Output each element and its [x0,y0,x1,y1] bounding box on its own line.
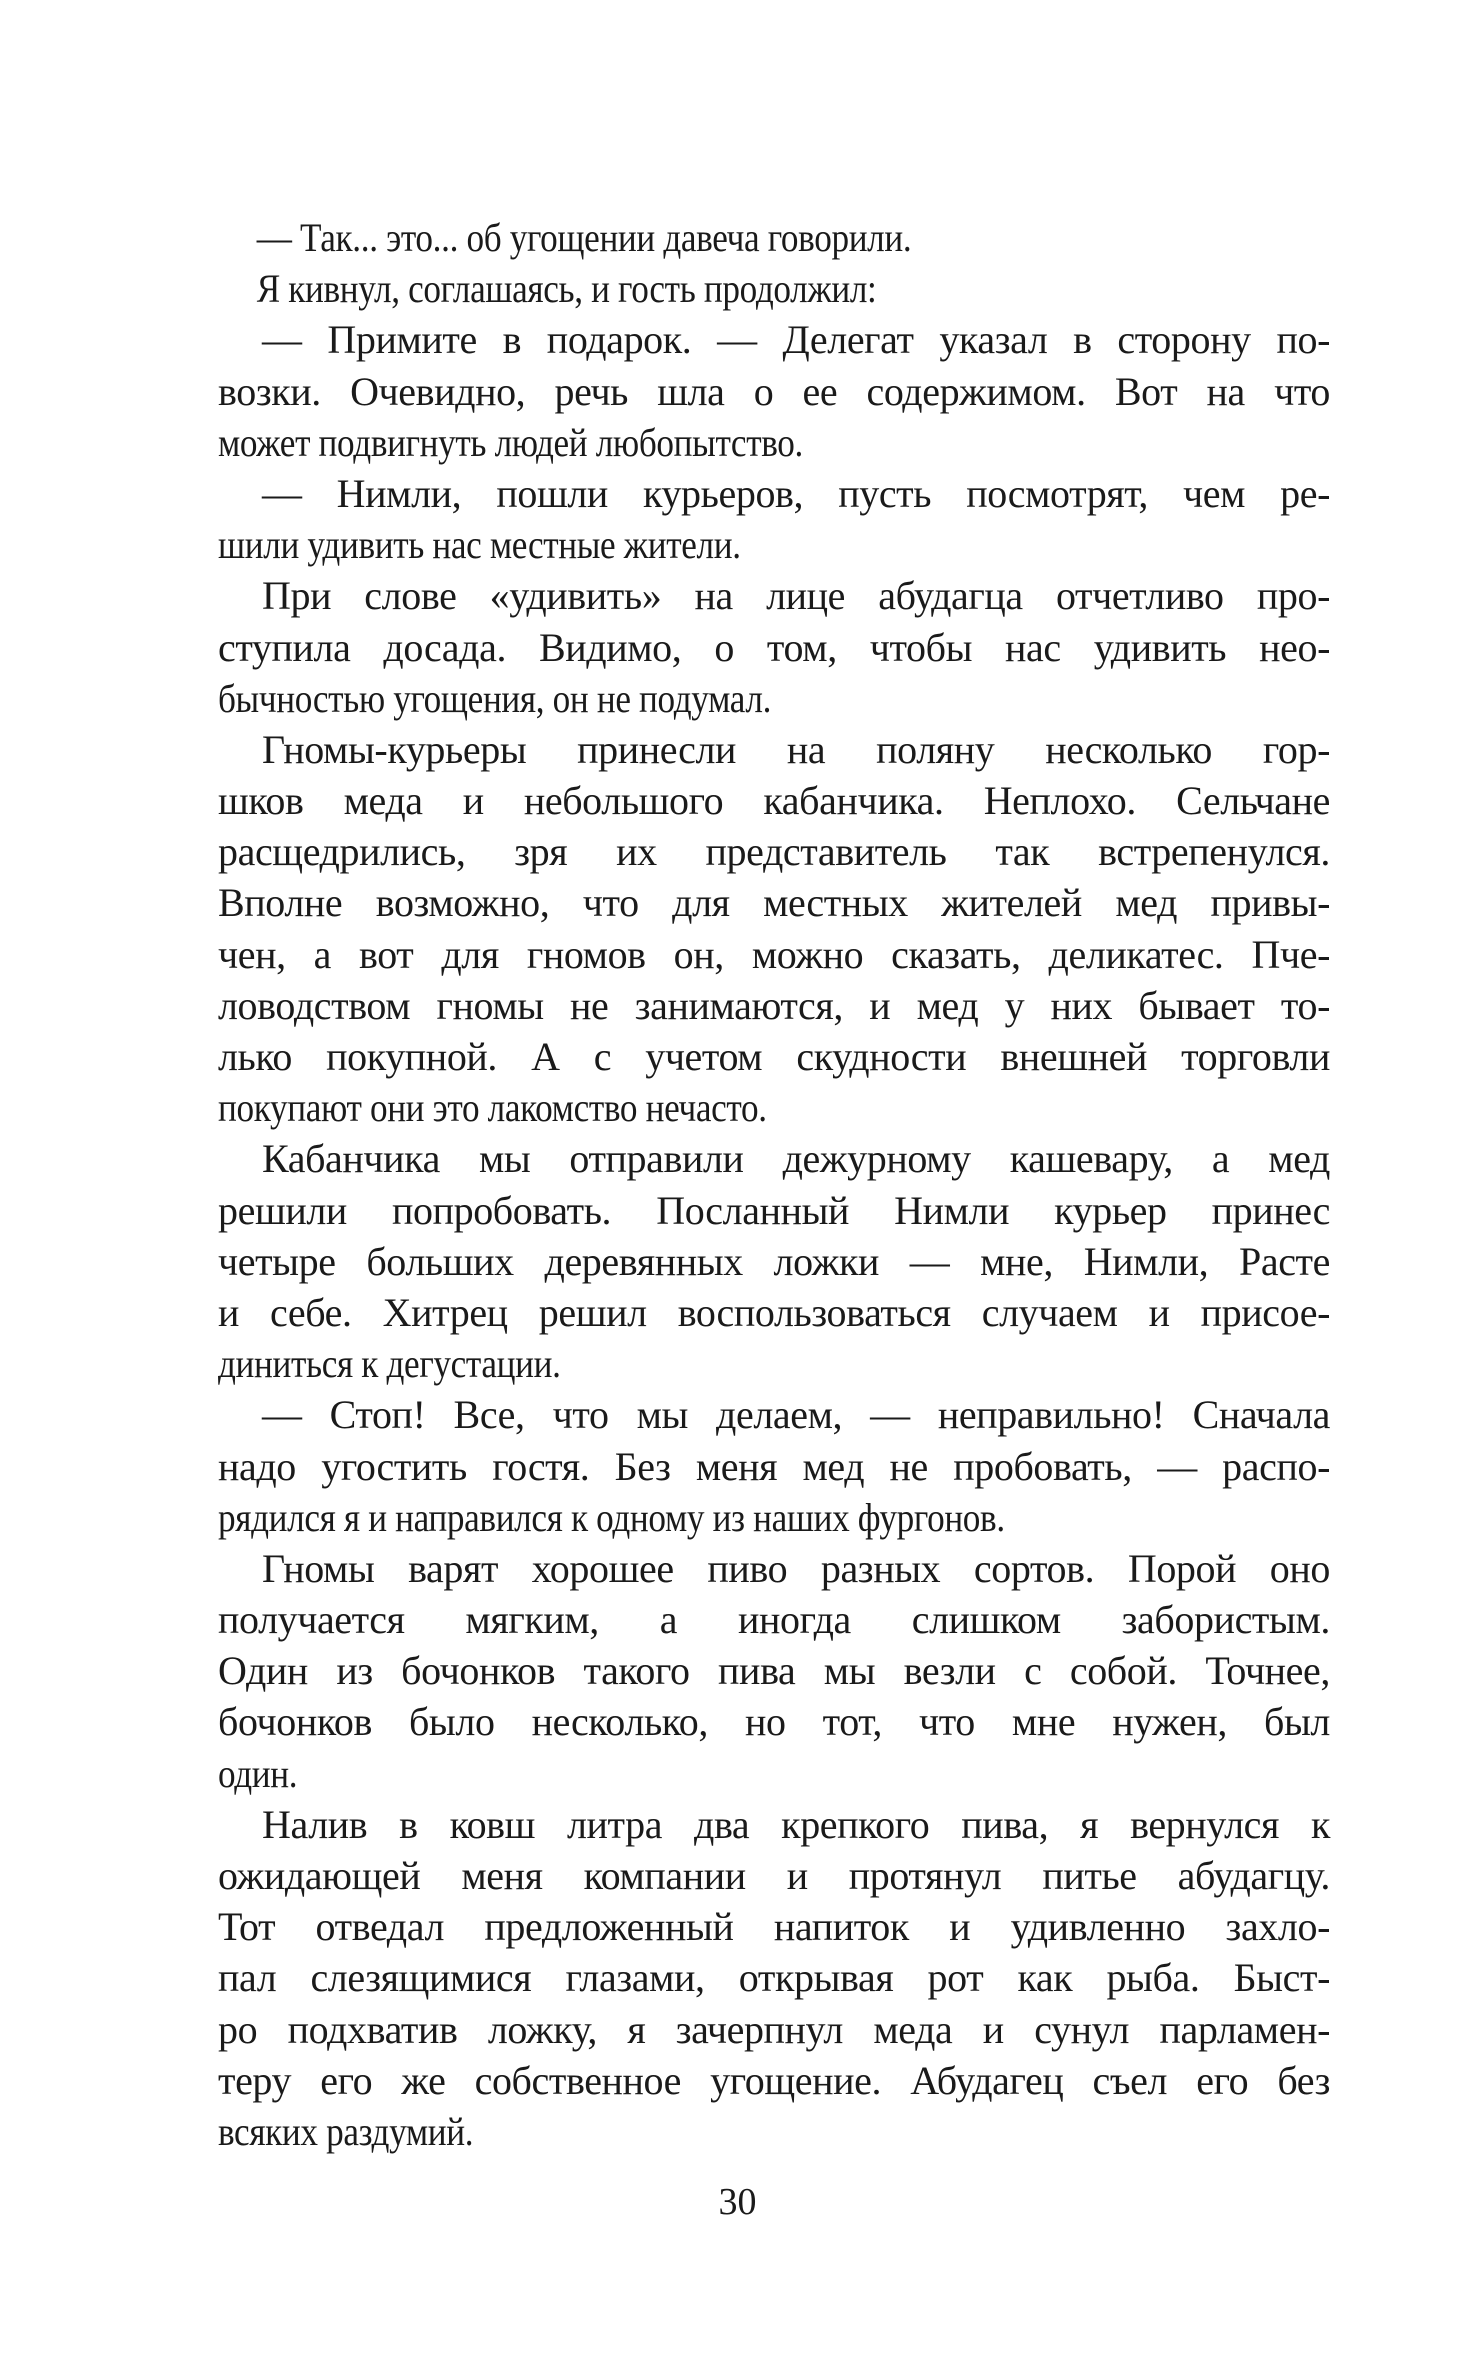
text-line: покупают они это лакомство нечасто. [218,1085,767,1131]
text-line: Один из бочонков такого пива мы везли с собой. Точнее, [218,1648,1330,1694]
text-line: Налив в ковш литра два крепкого пива, я вернулся к [262,1801,1330,1847]
text-line: Гномы-курьеры принесли на поляну несколько гор- [262,726,1330,772]
text-line: пал слезящимися глазами, открывая рот как рыба. Быст- [218,1955,1330,2001]
text-line: — Так... это... об угощении давеча говорили. [256,215,912,260]
text-line: бычностью угощения, он не подумал. [218,675,772,721]
text-line: решили попробовать. Посланный Нимли курьер принес [218,1187,1330,1233]
text-line: Гномы варят хорошее пиво разных сортов. Порой оно [262,1545,1330,1591]
text-line: ступила досада. Видимо, о том, чтобы нас удивить нео- [218,624,1330,670]
text-line: один. [218,1750,298,1796]
text-line: может подвигнуть людей любопытство. [218,419,803,465]
text-line: Я кивнул, соглашаясь, и гость продолжил: [256,266,877,312]
text-line: бочонков было несколько, но тот, что мне нужен, был [218,1699,1330,1745]
text-line: и себе. Хитрец решил воспользоваться случаем и присое- [218,1289,1330,1335]
text-line: четыре больших деревянных ложки — мне, Нимли, Расте [218,1238,1330,1284]
text-line: ожидающей меня компании и протянул питье абудагцу. [218,1853,1330,1898]
text-line: Вполне возможно, что для местных жителей мед привы- [218,880,1330,926]
text-line: рядился я и направился к одному из наших фургонов. [218,1494,1005,1540]
text-line: надо угостить гостя. Без меня мед не пробовать, — распо- [218,1443,1330,1489]
text-line: Кабанчика мы отправили дежурному кашевару, а мед [262,1136,1330,1182]
text-line: лько покупной. А с учетом скудности внешней торговли [218,1034,1330,1079]
text-line: расщедрились, зря их представитель так встрепенулся. [218,829,1330,875]
page-number: 30 [718,2181,757,2223]
text-line: теру его же собственное угощение. Абудагец съел его без [218,2057,1330,2103]
text-line: шили удивить нас местные жители. [218,522,741,568]
text-line: — Стоп! Все, что мы делаем, — неправильно! Сначала [262,1392,1330,1438]
text-line: диниться к дегустации. [218,1341,561,1387]
text-line: шков меда и небольшого кабанчика. Неплохо. Сельчане [218,778,1330,824]
page-body [218,212,1330,2157]
text-line: — Нимли, пошли курьеров, пусть посмотрят, чем ре- [262,470,1330,516]
text-line: При слове «удивить» на лице абудагца отчетливо про- [262,573,1330,619]
text-line: получается мягким, а иногда слишком забористым. [218,1597,1330,1643]
text-line: возки. Очевидно, речь шла о ее содержимом. Вот на что [218,368,1330,414]
text-line: чен, а вот для гномов он, можно сказать, деликатес. Пче- [218,931,1330,977]
text-line: ловодством гномы не занимаются, и мед у них бывает то- [218,982,1330,1028]
text-line: — Примите в подарок. — Делегат указал в сторону по- [262,317,1330,363]
text-line: всяких раздумий. [218,2108,474,2154]
text-line: ро подхватив ложку, я зачерпнул меда и сунул парламен- [218,2006,1330,2052]
text-line: Тот отведал предложенный напиток и удивленно захло- [218,1904,1330,1950]
